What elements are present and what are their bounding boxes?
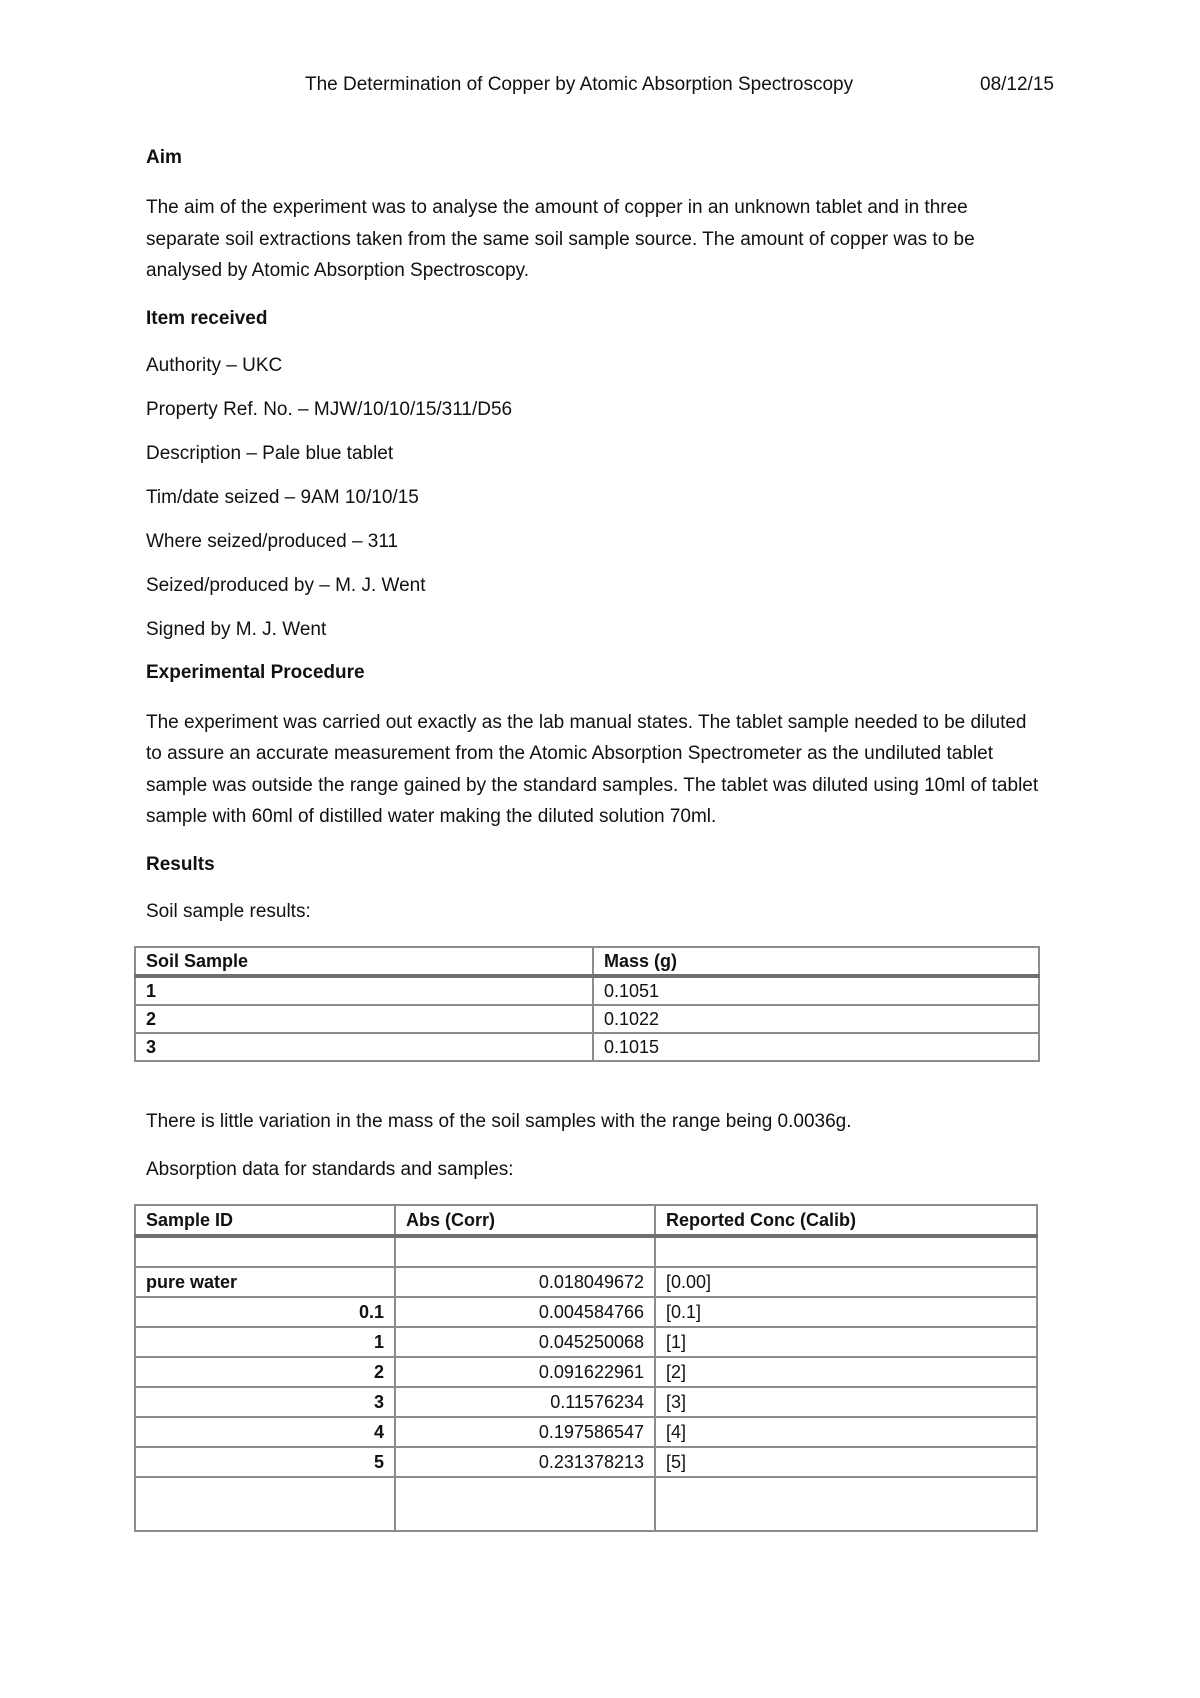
absorption-data-table: [134, 1204, 1038, 1532]
table-cell: pure water: [135, 1267, 395, 1297]
item-received-heading: Item received: [146, 307, 268, 329]
table-cell: 3: [135, 1387, 395, 1417]
procedure-text: The experiment was carried out exactly as the lab manual states. The tablet sample needed to be diluted to assure an accurate measurement from the Atomic Absorption Spectrometer as the undiluted tablet sample was outside the range gained by the standard samples. The tablet was diluted using 10ml of tablet sample with 60ml of distilled water making the diluted solution 70ml.: [146, 711, 1039, 827]
aim-text: The aim of the experiment was to analyse the amount of copper in an unknown tablet and in three separate soil extractions taken from the same soil sample source. The amount of copper was to be analysed by Atomic Absorption Spectroscopy.: [146, 197, 975, 281]
item-line-property-ref: Property Ref. No. – MJW/10/10/15/311/D56: [146, 398, 513, 420]
table-cell: 0.1: [135, 1297, 395, 1327]
table-cell: [655, 1236, 1037, 1267]
column-header: Soil Sample: [135, 947, 593, 976]
item-line-description: Description – Pale blue tablet: [146, 442, 394, 464]
table-cell: 0.197586547: [395, 1417, 655, 1447]
column-header: Reported Conc (Calib): [655, 1205, 1037, 1236]
table-row: [135, 1387, 1037, 1417]
table-cell: 0.231378213: [395, 1447, 655, 1477]
table-cell: [3]: [655, 1387, 1037, 1417]
item-line-seized-by: Seized/produced by – M. J. Went: [146, 574, 426, 596]
table-row: [135, 1477, 1037, 1531]
table-cell: 5: [135, 1447, 395, 1477]
table-cell: 0.11576234: [395, 1387, 655, 1417]
table-cell: [395, 1236, 655, 1267]
soil-caption: Soil sample results:: [146, 900, 311, 922]
table-row: [135, 1357, 1037, 1387]
document-body: [146, 146, 1046, 943]
item-line-authority: Authority – UKC: [146, 354, 283, 376]
table-cell: [135, 1236, 395, 1267]
procedure-heading: Experimental Procedure: [146, 661, 365, 683]
table-cell: 0.018049672: [395, 1267, 655, 1297]
absorption-caption: Absorption data for standards and samples:: [146, 1159, 514, 1180]
table-cell: 4: [135, 1417, 395, 1447]
table-cell: [395, 1477, 655, 1531]
table-row: [135, 1033, 1039, 1061]
table-header-row: [135, 947, 1039, 976]
table-cell: 0.1051: [593, 976, 1039, 1005]
table-row: [135, 1267, 1037, 1297]
table-cell: [0.1]: [655, 1297, 1037, 1327]
table-row: [135, 1297, 1037, 1327]
table-cell: [135, 1477, 395, 1531]
table-cell: 3: [135, 1033, 593, 1061]
item-line-where-seized: Where seized/produced – 311: [146, 530, 399, 552]
table-cell: 2: [135, 1357, 395, 1387]
column-header: Sample ID: [135, 1205, 395, 1236]
table-cell: [655, 1477, 1037, 1531]
table-cell: 0.045250068: [395, 1327, 655, 1357]
table-row: [135, 1236, 1037, 1267]
header-date: 08/12/15: [980, 74, 1054, 95]
column-header: Mass (g): [593, 947, 1039, 976]
table-cell: 0.1015: [593, 1033, 1039, 1061]
table-cell: [0.00]: [655, 1267, 1037, 1297]
column-header: Abs (Corr): [395, 1205, 655, 1236]
table-row: [135, 976, 1039, 1005]
aim-heading: Aim: [146, 147, 182, 168]
table-row: [135, 1417, 1037, 1447]
table-cell: 1: [135, 1327, 395, 1357]
table-cell: 2: [135, 1005, 593, 1033]
item-line-signed-by: Signed by M. J. Went: [146, 618, 327, 640]
soil-sample-table: [134, 946, 1040, 1062]
table-cell: [5]: [655, 1447, 1037, 1477]
table-row: [135, 1327, 1037, 1357]
table-row: [135, 1447, 1037, 1477]
results-heading: Results: [146, 853, 215, 875]
table-cell: [2]: [655, 1357, 1037, 1387]
table-cell: [1]: [655, 1327, 1037, 1357]
table-cell: 1: [135, 976, 593, 1005]
table-cell: [4]: [655, 1417, 1037, 1447]
table-cell: 0.1022: [593, 1005, 1039, 1033]
table-row: [135, 1005, 1039, 1033]
variation-note: There is little variation in the mass of the soil samples with the range being 0.0036g.: [146, 1111, 852, 1132]
table-cell: 0.091622961: [395, 1357, 655, 1387]
item-line-time-date: Tim/date seized – 9AM 10/10/15: [146, 486, 419, 508]
table-cell: 0.004584766: [395, 1297, 655, 1327]
header-title: The Determination of Copper by Atomic Absorption Spectroscopy: [305, 74, 854, 95]
table-header-row: [135, 1205, 1037, 1236]
